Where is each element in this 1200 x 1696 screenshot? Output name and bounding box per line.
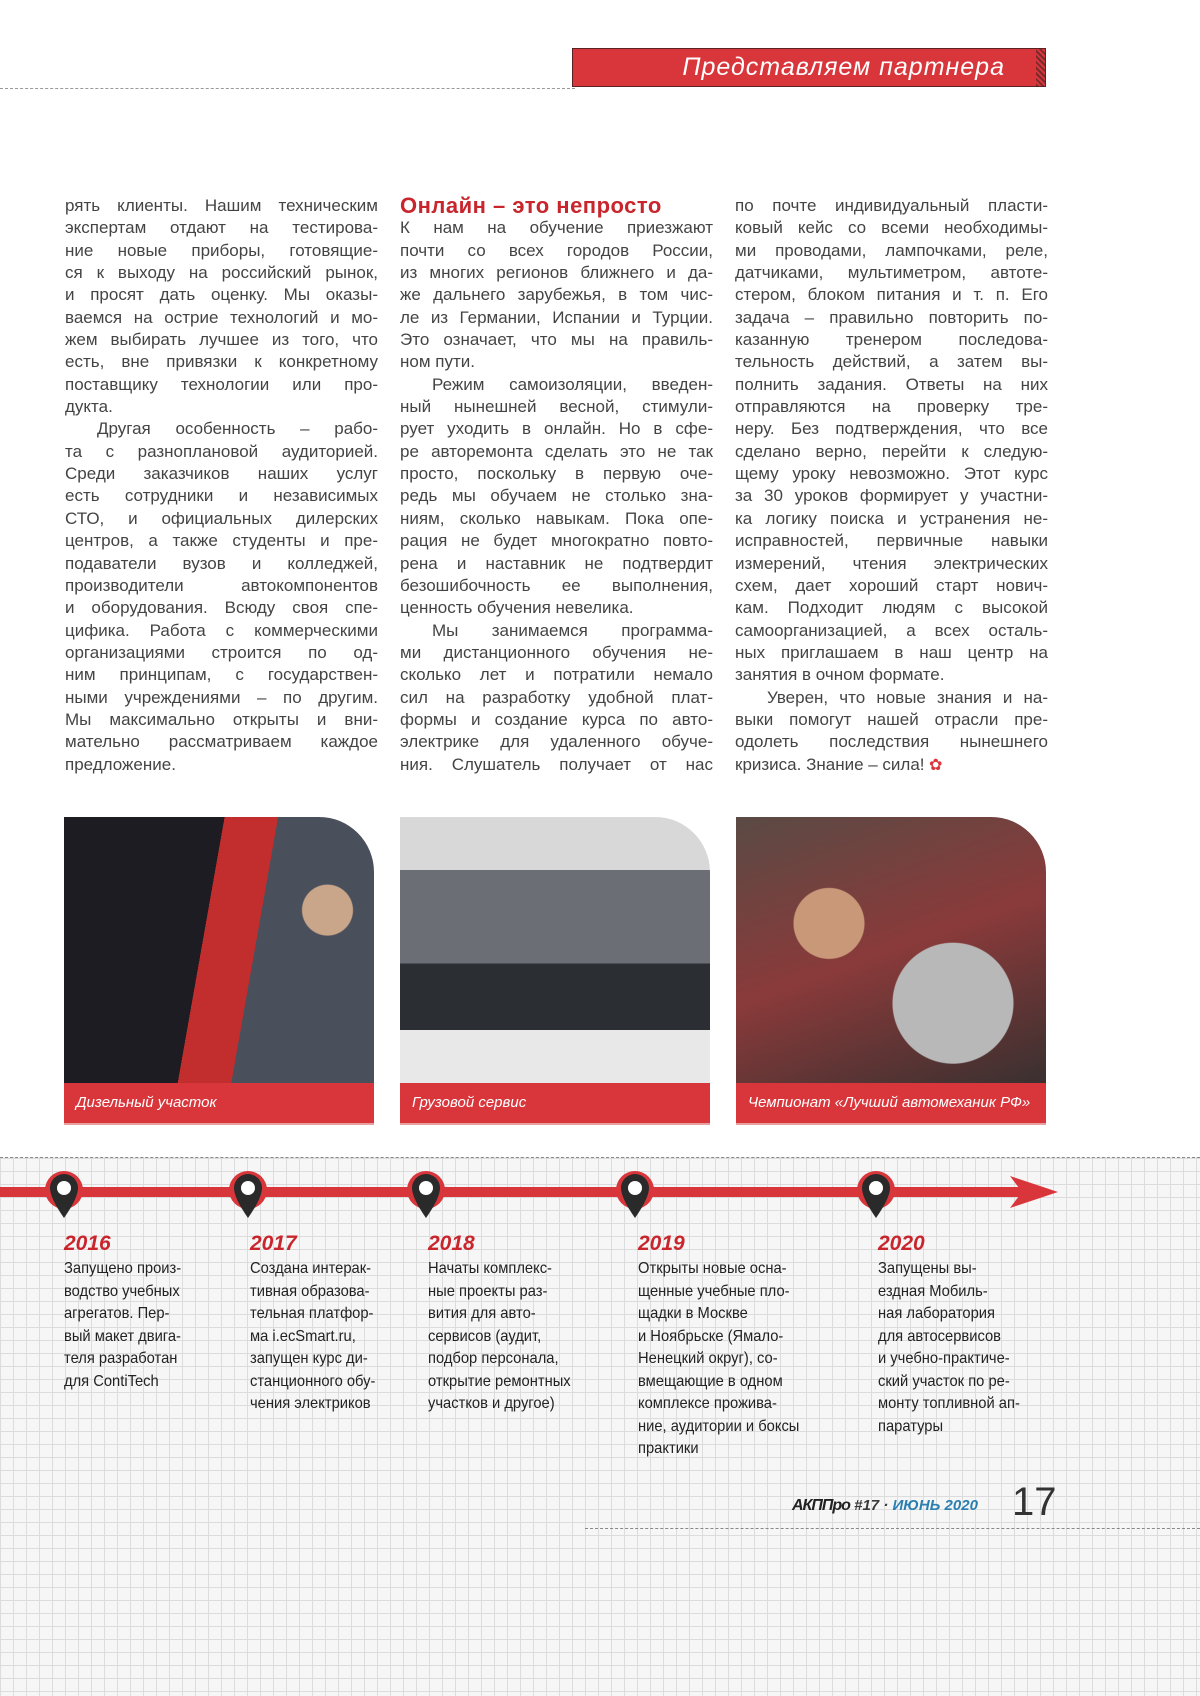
text-line: организациями строится по од-	[65, 642, 378, 662]
event-text-line: тельная платфор-	[250, 1305, 374, 1322]
text-line: Другая особенность – рабо-	[97, 419, 378, 439]
text-line: Мы занимаемся программа-	[432, 620, 713, 640]
photo-truck-service	[400, 817, 710, 1125]
article-column-3	[735, 195, 1048, 777]
event-text-line: вый макет двига-	[64, 1327, 181, 1345]
event-year: 2016	[64, 1232, 111, 1255]
article-column-2	[400, 195, 713, 776]
text-line: Мы максимально открыты и вни-	[65, 709, 378, 729]
map-pin-icon	[857, 1171, 895, 1218]
photo-image	[736, 817, 1046, 1083]
event-text-line: монту топливной ап-	[878, 1395, 1020, 1412]
text-line: стером, блоком питания и т. п. Его	[735, 285, 1048, 305]
event-text-line: станционного обу-	[250, 1372, 376, 1390]
event-text-line: Начаты комплекс-	[428, 1260, 552, 1277]
event-text-line: подбор персонала,	[428, 1350, 559, 1367]
page-number: 17	[1012, 1480, 1057, 1524]
text-line: ваемся на острие технологий и мо-	[65, 307, 378, 327]
timeline-event	[638, 1232, 813, 1461]
event-text-line: Ненецкий округ), со-	[638, 1350, 778, 1367]
map-pin-icon	[407, 1171, 445, 1218]
text-line: есть, вне привязки к конкретному	[65, 352, 378, 372]
text-line: Уверен, что новые знания и на-	[767, 687, 1048, 707]
text-line: ный нынешней весной, стимули-	[400, 397, 713, 417]
text-line: Среди заказчиков наших услуг	[65, 464, 378, 484]
event-text-line: сервисов (аудит,	[428, 1327, 542, 1345]
text-line: мательно рассматриваем каждое	[65, 732, 378, 752]
text-line: отправляются на проверку тре-	[735, 397, 1048, 417]
issue-number: #17 ·	[854, 1497, 889, 1514]
text-line: ка логику поиска и устранения не-	[735, 508, 1048, 528]
text-line: есть сотрудники и независимых	[65, 486, 378, 506]
map-pin-icon	[616, 1171, 654, 1218]
text-line: сколько лет и потратили немало	[400, 665, 713, 685]
map-pin-icon	[229, 1171, 267, 1218]
event-text-line: ский участок по ре-	[878, 1372, 1010, 1390]
text-line: и оборудования. Всюду своя спе-	[65, 598, 378, 618]
text-line: самоорганизацией, а всех осталь-	[735, 620, 1048, 640]
text-line: жем выбирать лучшее из того, что	[65, 330, 378, 350]
text-line: схем, дает хороший старт нович-	[735, 575, 1048, 595]
footer-issue	[792, 1497, 978, 1515]
event-text-line: ездная Мобиль-	[878, 1282, 988, 1300]
text-line: исправностей, первичные навыки	[735, 531, 1048, 551]
gear-icon: ✿	[924, 756, 943, 774]
text-line: предложение.	[65, 754, 176, 774]
event-year: 2017	[250, 1232, 297, 1255]
photo-caption: Дизельный участок	[64, 1083, 374, 1125]
event-text-line: Открыты новые осна-	[638, 1260, 787, 1277]
timeline-event	[64, 1232, 191, 1393]
text-line: ниям, сколько навыкам. Пока опе-	[400, 508, 713, 528]
event-text-line: ная лаборатория	[878, 1305, 995, 1322]
text-line: Это означает, что мы на правиль-	[400, 330, 713, 350]
text-line: ми проводами, лампочками, реле,	[735, 240, 1048, 260]
timeline-event	[878, 1232, 1032, 1438]
text-line: ре авторемонта сделать это не так	[400, 441, 713, 461]
event-text-line: участков и другое)	[428, 1395, 555, 1412]
photo-diesel-section	[64, 817, 374, 1125]
text-line: задача – правильно повторить по-	[735, 307, 1048, 327]
article-column-1	[65, 195, 378, 776]
text-line: рует уходить в онлайн. Но в сфе-	[400, 419, 713, 439]
footer-rule	[585, 1528, 1200, 1529]
text-line: дукта.	[65, 397, 113, 417]
text-line: ковый кейс со всеми необходимы-	[735, 218, 1048, 238]
text-line: ся к выходу на российский рынок,	[65, 263, 378, 283]
event-text-line: тивная образова-	[250, 1282, 370, 1300]
text-line: и просят дать оценку. Мы оказы-	[65, 285, 378, 305]
text-line: занятия в очном формате.	[735, 665, 945, 685]
event-text-line: и Ноябрьске (Ямало-	[638, 1327, 784, 1345]
event-text-line: вития для авто-	[428, 1305, 536, 1322]
photo-image	[400, 817, 710, 1083]
text-line: ним принципам, с государствен-	[65, 665, 378, 685]
text-line: рена и наставник не подтвердит	[400, 553, 713, 573]
text-line: поставщику технологии или про-	[65, 374, 378, 394]
text-line: почти со всех городов России,	[400, 240, 713, 260]
text-line: ния. Слушатель получает от нас	[400, 754, 713, 774]
text-line: цифика. Работа с коммерческими	[65, 620, 378, 640]
issue-date: ИЮНЬ 2020	[892, 1497, 978, 1514]
event-text-line: и учебно-практиче-	[878, 1350, 1010, 1367]
text-line: сил на разработку удобной плат-	[400, 687, 713, 707]
event-year: 2020	[878, 1232, 925, 1255]
header-rule	[0, 88, 575, 89]
section-title: Представляем партнера	[682, 53, 1005, 81]
event-text-line: для ContiTech	[64, 1372, 159, 1390]
text-line: ными учреждениями – по другим.	[65, 687, 378, 707]
text-line: выки помогут нашей отрасли пре-	[735, 709, 1048, 729]
text-line: подаватели вузов и колледжей,	[65, 553, 378, 573]
text-line: ценность обучения невелика.	[400, 598, 634, 618]
banner-hatch	[1036, 49, 1045, 86]
text-line: ние новые приборы, готовящие-	[65, 240, 378, 260]
event-text-line: щадки в Москве	[638, 1305, 748, 1322]
event-text-line: вмещающие в одном	[638, 1372, 783, 1390]
text-line: редь мы обучаем не столько зна-	[400, 486, 713, 506]
map-pin-icon	[45, 1171, 83, 1218]
text-line: ле из Германии, Испании и Турции.	[400, 307, 713, 327]
subheading: Онлайн – это непросто	[400, 193, 662, 218]
text-line: кризиса. Знание – сила! ✿	[735, 754, 943, 774]
event-text-line: теля разработан	[64, 1350, 178, 1367]
event-text-line: водство учебных	[64, 1282, 180, 1300]
timeline-event	[428, 1232, 583, 1416]
text-line: кам. Подходит людям с высокой	[735, 598, 1048, 618]
event-text-line: запущен курс ди-	[250, 1350, 368, 1367]
text-line: К нам на обучение приезжают	[400, 218, 713, 238]
text-line: электрике для удаленного обуче-	[400, 732, 713, 752]
event-text-line: практики	[638, 1440, 699, 1457]
text-line: измерений, чтения электрических	[735, 553, 1048, 573]
text-line: за 30 уроков формирует у участни-	[735, 486, 1048, 506]
timeline-arrow	[0, 1158, 1200, 1238]
text-line: из многих регионов ближнего и да-	[400, 263, 713, 283]
text-line: просто, поскольку в первую оче-	[400, 464, 713, 484]
event-text-line: для автосервисов	[878, 1327, 1001, 1345]
event-text-line: паратуры	[878, 1417, 944, 1435]
event-text-line: комплексе прожива-	[638, 1395, 777, 1412]
event-text-line: щенные учебные пло-	[638, 1282, 790, 1300]
event-text-line: Запущены вы-	[878, 1260, 977, 1277]
text-line: по почте индивидуальный пласти-	[735, 196, 1048, 215]
section-banner	[572, 48, 1046, 87]
text-line: щему уроку невозможно. Этот курс	[735, 464, 1048, 484]
text-line: сделано верно, перейти к следую-	[735, 441, 1048, 461]
text-line: та с разноплановой аудиторией.	[65, 441, 378, 461]
event-year: 2018	[428, 1232, 475, 1255]
event-text-line: Запущено произ-	[64, 1260, 182, 1277]
photo-caption: Чемпионат «Лучший автомеханик РФ»	[736, 1083, 1046, 1125]
event-text-line: Создана интерак-	[250, 1260, 372, 1277]
text-line: безошибочность ее выполнения,	[400, 575, 713, 595]
text-line: полнить задания. Ответы на них	[735, 374, 1048, 394]
timeline	[0, 1157, 1200, 1696]
text-line: экспертам отдают на тестирова-	[65, 218, 378, 238]
text-line: ми дистанционного обучения не-	[400, 642, 713, 662]
magazine-logo: АКППро	[792, 1497, 850, 1514]
event-year: 2019	[638, 1232, 685, 1255]
text-line: СТО, и официальных дилерских	[65, 508, 378, 528]
timeline-event	[250, 1232, 386, 1416]
photo-championship	[736, 817, 1046, 1125]
photo-image	[64, 817, 374, 1083]
text-line: центров, а также студенты и пре-	[65, 531, 378, 551]
event-text-line: чения электриков	[250, 1395, 371, 1412]
photo-caption: Грузовой сервис	[400, 1083, 710, 1125]
text-line: казанную тренером последова-	[735, 330, 1048, 350]
text-line: ном пути.	[400, 352, 475, 372]
event-text-line: ма i.ecSmart.ru,	[250, 1327, 356, 1345]
event-text-line: ние, аудитории и боксы	[638, 1417, 800, 1435]
text-line: рять клиенты. Нашим техническим	[65, 196, 378, 215]
text-line: одолеть последствия нынешнего	[735, 732, 1048, 752]
text-line: производители автокомпонентов	[65, 575, 378, 595]
text-line: рация не будет многократно повто-	[400, 531, 713, 551]
event-text-line: агрегатов. Пер-	[64, 1305, 170, 1322]
text-line: тельность действий, а затем вы-	[735, 352, 1048, 372]
text-line: Режим самоизоляции, введен-	[432, 374, 713, 394]
text-line: формы и создание курса по авто-	[400, 709, 713, 729]
event-text-line: ные проекты раз-	[428, 1282, 548, 1300]
text-line: ных приглашаем в наш центр на	[735, 642, 1048, 662]
event-text-line: открытие ремонтных	[428, 1372, 571, 1390]
text-line: неру. Без подтверждения, что все	[735, 419, 1048, 439]
text-line: датчиками, мультиметром, автоте-	[735, 263, 1048, 283]
text-line: же дальнего зарубежья, в том чис-	[400, 285, 713, 305]
